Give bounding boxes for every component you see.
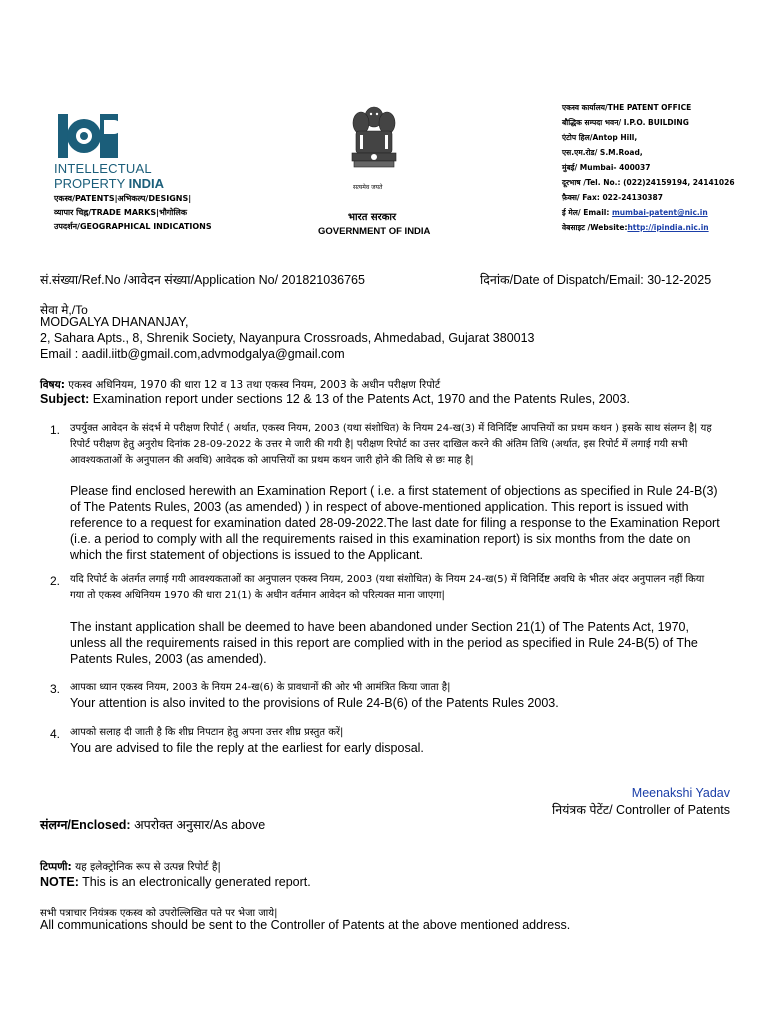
item-1-english: Please find enclosed herewith an Examination Report ( i.e. a first statement of objections as specified in Rule 24-B(3) of The Patents Rules, 2003 (as amended) ) in respect of above-mentioned application. This report is issued with reference to a request for examination dated 28-09-2022.The last date for filing a response to the Examination Report (i.e. a period to comply with all the requirements raised in this examination report) is six months from the date on which the first statement of objections is issued to the Applicant. [70,484,720,562]
note-english-text: This is an electronically generated report. [78,875,311,889]
note-hindi-text: यह इलेक्ट्रोनिक रूप से उत्पन्न रिपोर्ट है| [71,861,221,873]
communications-english: All communications should be sent to the Controller of Patents at the above mentioned address. [40,918,571,932]
subject-english-text: Examination report under sections 12 & 13 of the Patents Act, 1970 and the Patents Rules, 2003. [89,392,630,406]
office-line-2: बौद्धिक सम्पदा भवन/ I.P.O. BUILDING [562,118,689,127]
note-english [40,875,311,889]
item-2-english: The instant application shall be deemed to have been abandoned under Section 21(1) of The Patents Act, 1970, unless all the requirements raised in this report are complied with in the period as specified in Rule 24-B(5) of The Patents Rules, 2003 (as amended). [70,620,698,666]
ip-india-logo [56,110,120,162]
reference-number: सं.संख्या/Ref.No /आवेदन संख्या/Application No/ 201821036765 [40,273,365,287]
item-4-number: 4. [50,727,61,741]
communications-hindi: सभी पत्राचार नियंत्रक एकस्व को उपरोल्लिखित पते पर भेजा जाये| [40,908,278,919]
note-english-label: NOTE: [40,875,79,889]
ip-subtitle-line3: उपदर्शन/GEOGRAPHICAL INDICATIONS [54,222,212,231]
subject-hindi [40,378,440,392]
office-email-link[interactable]: mumbai-patent@nic.in [611,208,708,217]
office-website-link[interactable]: http://ipindia.nic.in [627,223,709,232]
item-4-hindi: आपको सलाह दी जाती है कि शीघ्र निपटान हेतु अपना उत्तर शीघ्र प्रस्तुत करें| [70,727,344,738]
ip-name-line2 [54,176,164,191]
ip-name-india: INDIA [128,176,165,191]
dispatch-date: दिनांक/Date of Dispatch/Email: 30-12-2025 [480,273,712,287]
website-label: वेबसाइट /Website: [562,223,628,232]
subject-hindi-label: विषय: [40,379,65,391]
emblem-motto: सत्यमेव जयते [353,184,383,191]
item-1-hindi: उपर्युक्त आवेदन के संदर्भ मे परीक्षण रिपोर्ट ( अर्थात, एकस्व नियम, 2003 (यथा संशोधित) के नियम 24-ख(3) में विनिर्दिष्ट आपत्तियों का प्रथम कथन ) इसके साथ संलग्न है| यह रिपोर्ट परीक्षण हेतु अनुरोध दिनांक 28-09-2022 के उत्तर मे जारी की गयी है| परीक्षण रिपोर्ट का उत्तर दाखिल करने की अंतिम तिथि (अर्थात, इस रिपोर्ट में लगाई गयी सभी आवश्यकताओं के अनुपालन की अवधि) आवेदक को आपत्तियों का प्रथम कथन जारी होने की तिथि से छः माह है| [70,423,712,466]
office-line-4: एस.एम.रोड/ S.M.Road, [562,148,643,157]
subject-english [40,392,630,406]
ip-name-line1: INTELLECTUAL [54,161,152,176]
office-line-5: मुंबई/ Mumbai- 400037 [562,163,651,172]
subject-hindi-text: एकस्व अधिनियम, 1970 की धारा 12 व 13 तथा एकस्व नियम, 2003 के अधीन परीक्षण रिपोर्ट [64,379,441,391]
national-emblem-icon [346,103,402,179]
to-label: सेवा मे,/To [40,303,88,317]
office-line-1: एकस्व कार्यालय/THE PATENT OFFICE [562,103,692,112]
office-fax: फ़ैक्स/ Fax: 022-24130387 [562,193,663,202]
recipient-name: MODGALYA DHANANJAY, [40,315,189,329]
item-4-english: You are advised to file the reply at the earliest for early disposal. [70,741,424,755]
government-hindi: भारत सरकार [348,212,397,223]
email-label: ई मेल/ Email: [562,208,612,217]
ip-subtitle-line2: व्यापार चिह्न/TRADE MARKS|भौगोलिक [54,208,187,217]
recipient-email: Email : aadil.iitb@gmail.com,advmodgalya@gmail.com [40,347,345,361]
item-2-hindi: यदि रिपोर्ट के अंतर्गत लगाई गयी आवश्यकताओं का अनुपालन एकस्व नियम, 2003 (यथा संशोधित) के नियम 24-ख(5) में विनिर्दिष्ट अवधि के भीतर अंदर अनुपालन नहीं किया गया तो एकस्व अधिनियम 1970 की धारा 21(1) के अधीन वर्तमान आवेदन को परित्यक्त माना जाएगा| [70,574,705,601]
note-hindi-label: टिप्पणी: [40,861,72,873]
enclosed-value: अपरोक्त अनुसार/As above [130,818,266,832]
signatory-title: नियंत्रक पेटेंट/ Controller of Patents [552,803,730,817]
ip-name-property: PROPERTY [54,176,129,191]
ip-subtitle-line1: एकस्व/PATENTS|अभिकल्प/DESIGNS| [54,194,192,203]
subject-english-label: Subject: [40,392,90,406]
office-email-line [562,208,708,218]
signatory-name: Meenakshi Yadav [631,786,730,800]
government-english: GOVERNMENT OF INDIA [318,226,431,237]
office-website-line [562,223,709,233]
office-phone: दूरभाष /Tel. No.: (022)24159194, 24141026 [562,178,735,187]
item-3-hindi: आपका ध्यान एकस्व नियम, 2003 के नियम 24-ख(6) के प्रावधानों की ओर भी आमंत्रित किया जाता है| [70,682,451,693]
recipient-address: 2, Sahara Apts., 8, Shrenik Society, Nayanpura Crossroads, Ahmedabad, Gujarat 380013 [40,331,535,345]
item-3-english: Your attention is also invited to the provisions of Rule 24-B(6) of the Patents Rules 2003. [70,696,559,710]
note-hindi [40,860,221,874]
office-line-3: एंटोप हिल/Antop Hill, [562,133,638,142]
enclosed-label: संलग्न/Enclosed: [40,818,131,832]
item-3-number: 3. [50,682,61,696]
item-1-number: 1. [50,423,61,437]
item-2-number: 2. [50,574,61,588]
enclosed-line [40,816,265,833]
